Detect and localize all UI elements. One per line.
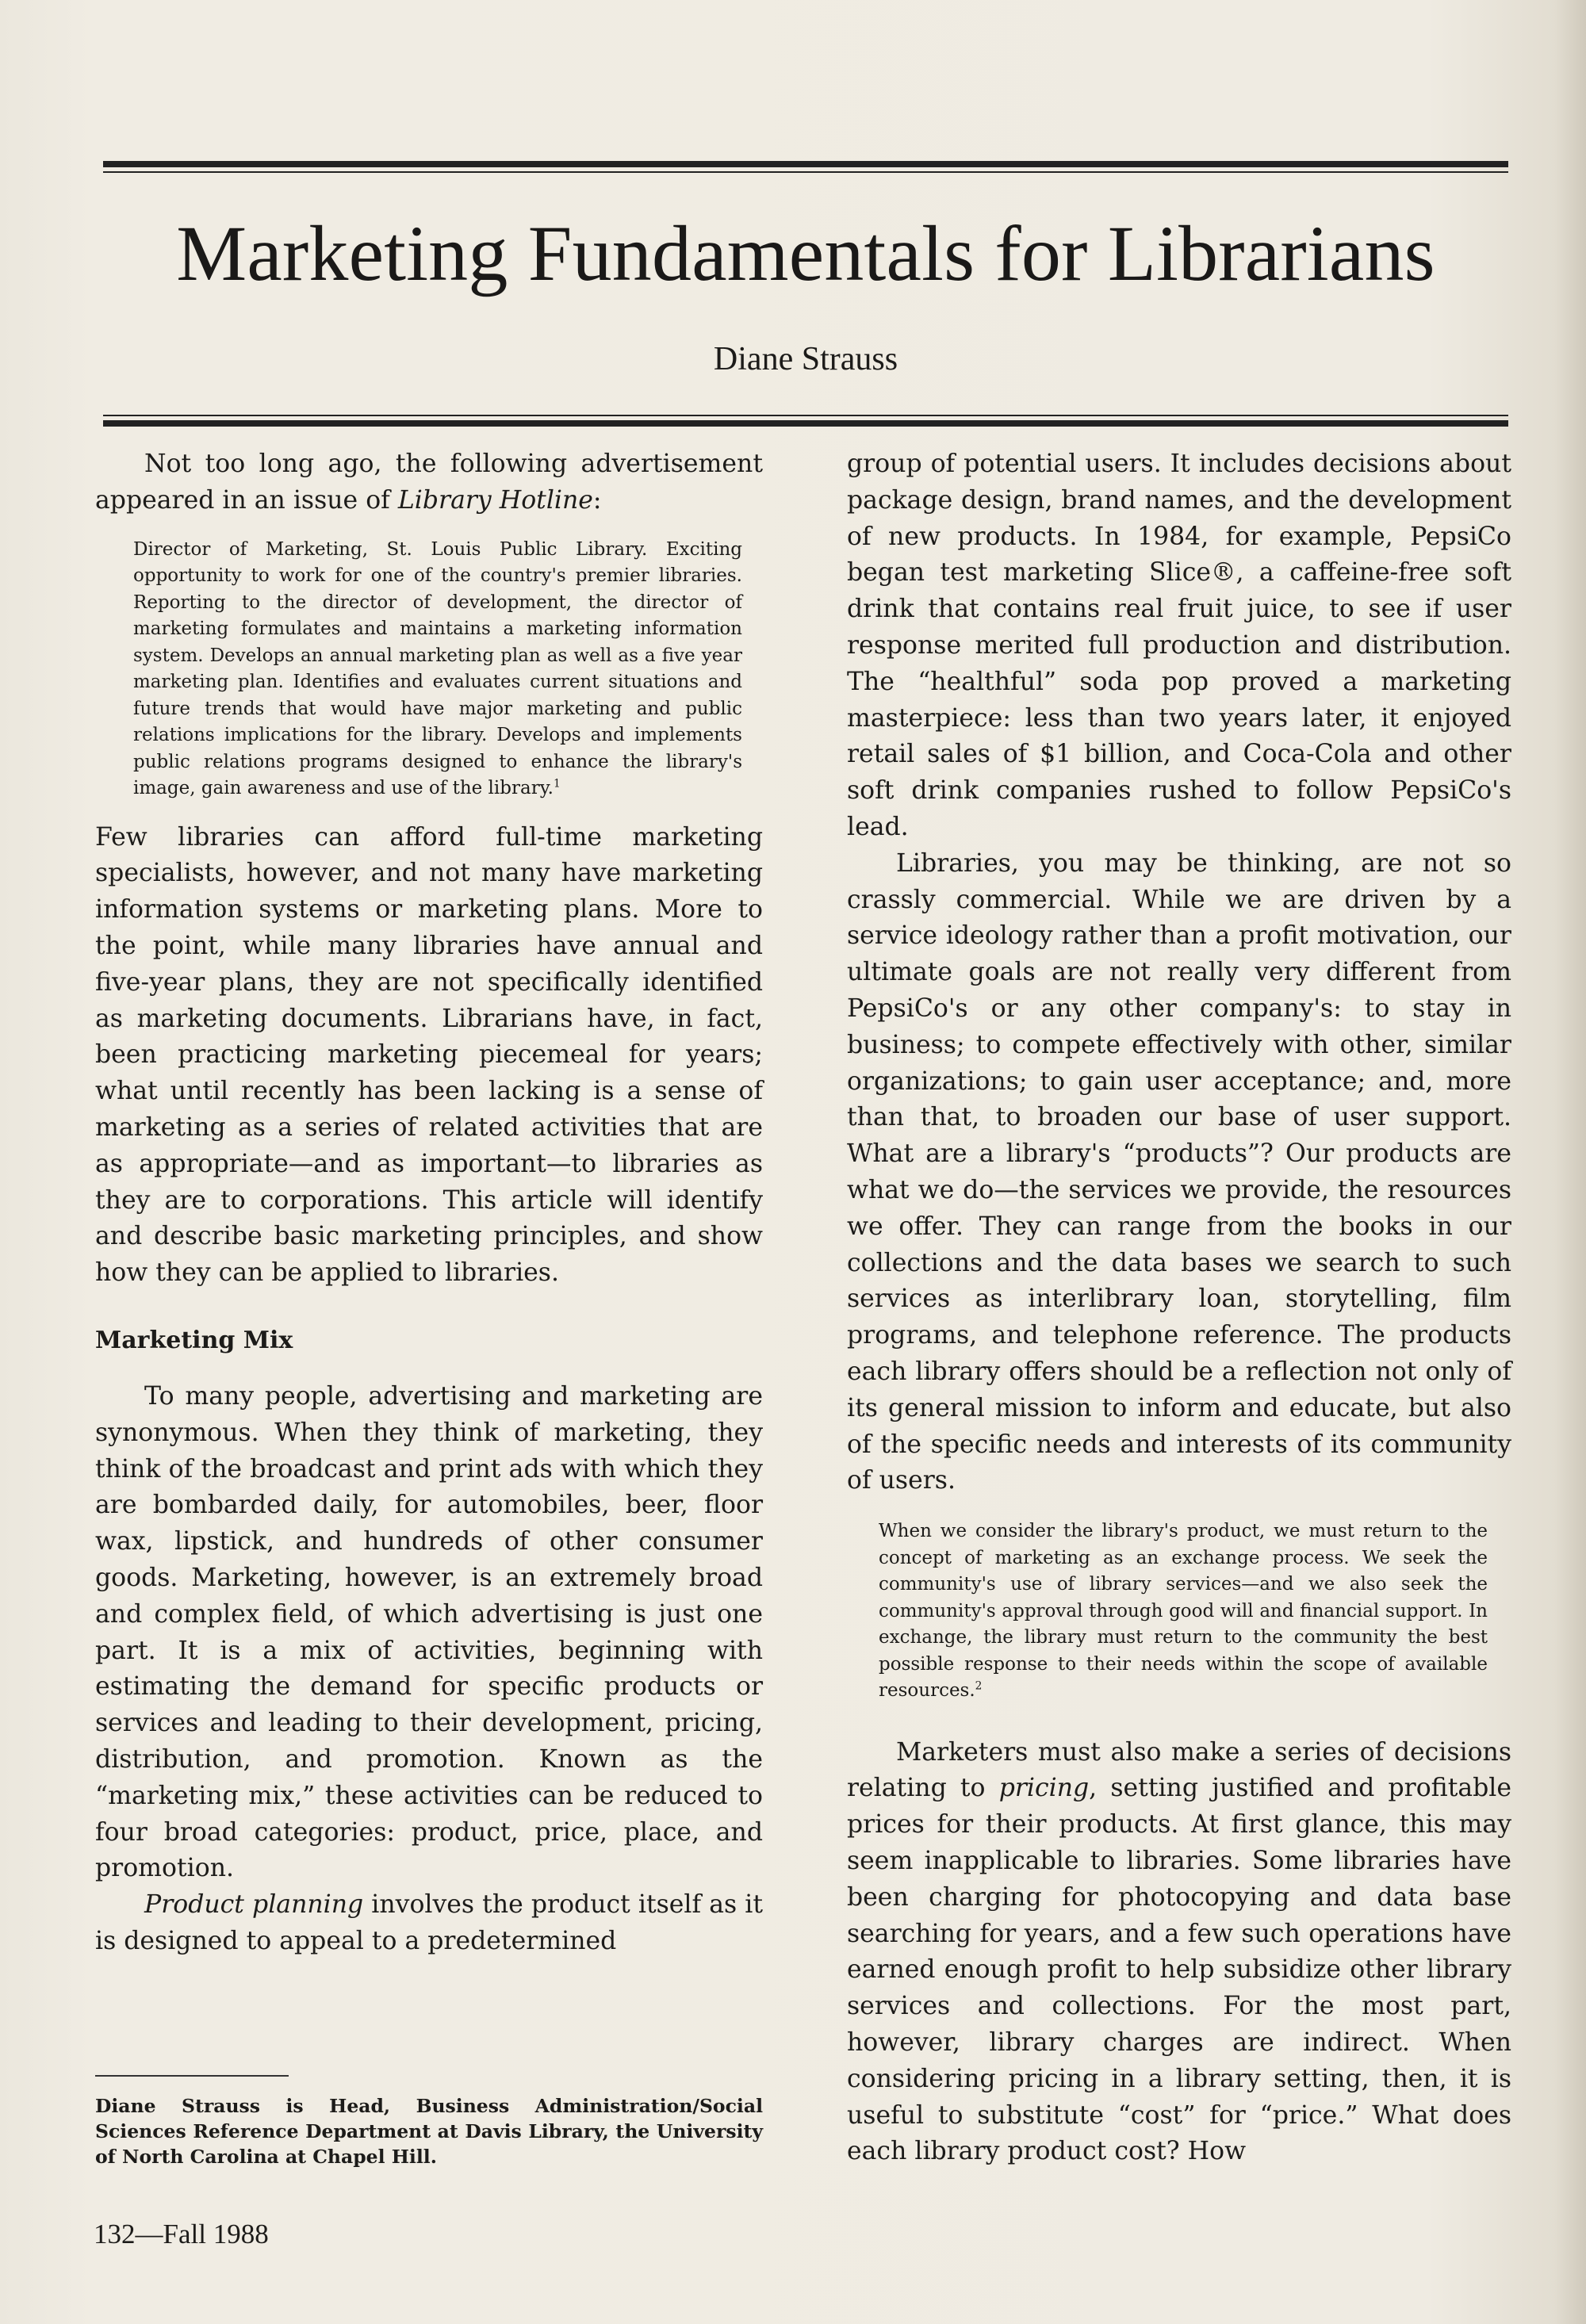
body-paragraph: Marketers must also make a series of decisions relating to pricing, setting justified and profitable prices for their products. At first glance, this may seem inapplicable to libraries. Some libraries have been charging for photocopying and data base searching for years, and a few such operations have earned enough profit to help subsidize other library services and collections. For the most part, however, library charges are indirect. When considering pricing in a library setting, then, it is useful to substitute “cost” for “price.” What does each library product cost? How <box>847 1737 1512 2166</box>
footnote-rule <box>95 2075 289 2077</box>
left-column <box>95 446 763 1960</box>
article-author: Diane Strauss <box>713 341 898 377</box>
body-paragraph: To many people, advertising and marketing are synonymous. When they think of marketing, they think of the broadcast and print ads with which they are bombarded daily, for automobiles, beer, floor wax, lipstick, and hundreds of other consumer goods. Marketing, however, is an extremely broad and complex field, of which advertising is just one part. It is a mix of activities, beginning with estimating the demand for specific products or services and leading to their development, pricing, distribution, and promotion. Known as the “marketing mix,” these activities can be reduced to four broad categories: product, price, place, and promotion. <box>95 1381 763 1883</box>
body-paragraph: Few libraries can afford full-time marketing specialists, however, and not many have marketing information systems or marketing plans. More to the point, while many libraries have annual and five-year plans, they are not specifically identified as marketing documents. Librarians have, in fact, been practicing marketing piecemeal for years; what until recently has been lacking is a sense of marketing as a series of related activities that are as appropriate—and as important—to libraries as they are to corporations. This article will identify and describe basic marketing principles, and show how they can be applied to libraries. <box>95 822 763 1288</box>
title-top-thin-rule <box>103 171 1508 173</box>
right-column <box>847 446 1511 2170</box>
advertisement-quote: Director of Marketing, St. Louis Public Library. Exciting opportunity to work for one of the country's premier libraries. Reporting to the director of development, the director of marketing formulates and maintains a marketing information system. Develops an annual marketing plan as well as a five year marketing plan. Identifies and evaluates current situations and future trends that would have major marketing and public relations implications for the library. Develops and implements public relations programs designed to enhance the library's image, gain awareness and use of the library.$^1$ <box>133 538 742 799</box>
title-top-rule <box>103 161 1508 167</box>
section-heading: Marketing Mix <box>95 1326 293 1354</box>
publication-name: Library Hotline <box>397 485 593 515</box>
footnote-ref-2: 2 <box>975 1679 983 1693</box>
body-paragraph: Product planning involves the product itself as it is designed to appeal to a predetermined <box>95 1890 764 1955</box>
title-bottom-thin-rule <box>103 415 1508 416</box>
page-folio: 132—Fall 1988 <box>94 2219 269 2249</box>
body-paragraph: group of potential users. It includes decisions about package design, brand names, and the development of new products. In 1984, for example, PepsiCo began test marketing Slice®, a caffeine-free soft drink that contains real fruit juice, to see if user response merited full production and distribution. The “healthful” soda pop proved a marketing masterpiece: less than two years later, it enjoyed retail sales of $1 billion, and Coca-Cola and other soft drink companies rushed to follow PepsiCo's lead. <box>847 450 1511 841</box>
intro-paragraph: Not too long ago, the following advertisement appeared in an issue of Library Hotline: <box>95 450 763 515</box>
body-paragraph: Libraries, you may be thinking, are not so crassly commercial. While we are driven by a service ideology rather than a profit motivation, our ultimate goals are not really very different from PepsiCo's or any other company's: to stay in business; to compete effectively with other, similar organizations; to gain user acceptance; and, more than that, to broaden our base of user support. What are a library's “products”? Our products are what we do—the services we provide, the resources we offer. They can range from the books in our collections and the data bases we search to such services as interlibrary loan, storytelling, film programs, and telephone reference. The products each library offers should be a reflection not only of its general mission to inform and educate, but also of the specific needs and interests of its community of users. <box>847 848 1511 1495</box>
term-pricing: pricing <box>998 1774 1090 1803</box>
term-product-planning: Product planning <box>144 1890 364 1920</box>
author-footnote: Diane Strauss is Head, Business Administration/Social Sciences Reference Department at Davis Library, the University of North Carolina at Chapel Hill. <box>95 2095 763 2168</box>
article-title: Marketing Fundamentals for Librarians <box>176 209 1435 297</box>
footnote-ref-1: 1 <box>553 777 561 791</box>
exchange-quote: When we consider the library's product, we must return to the concept of marketing as an exchange process. We seek the community's use of library services—and we also seek the community's approval through good will and financial support. In exchange, the library must return to the community the best possible response to their needs within the scope of available resources.$^2$ <box>879 1521 1488 1702</box>
title-bottom-rule <box>103 420 1508 427</box>
